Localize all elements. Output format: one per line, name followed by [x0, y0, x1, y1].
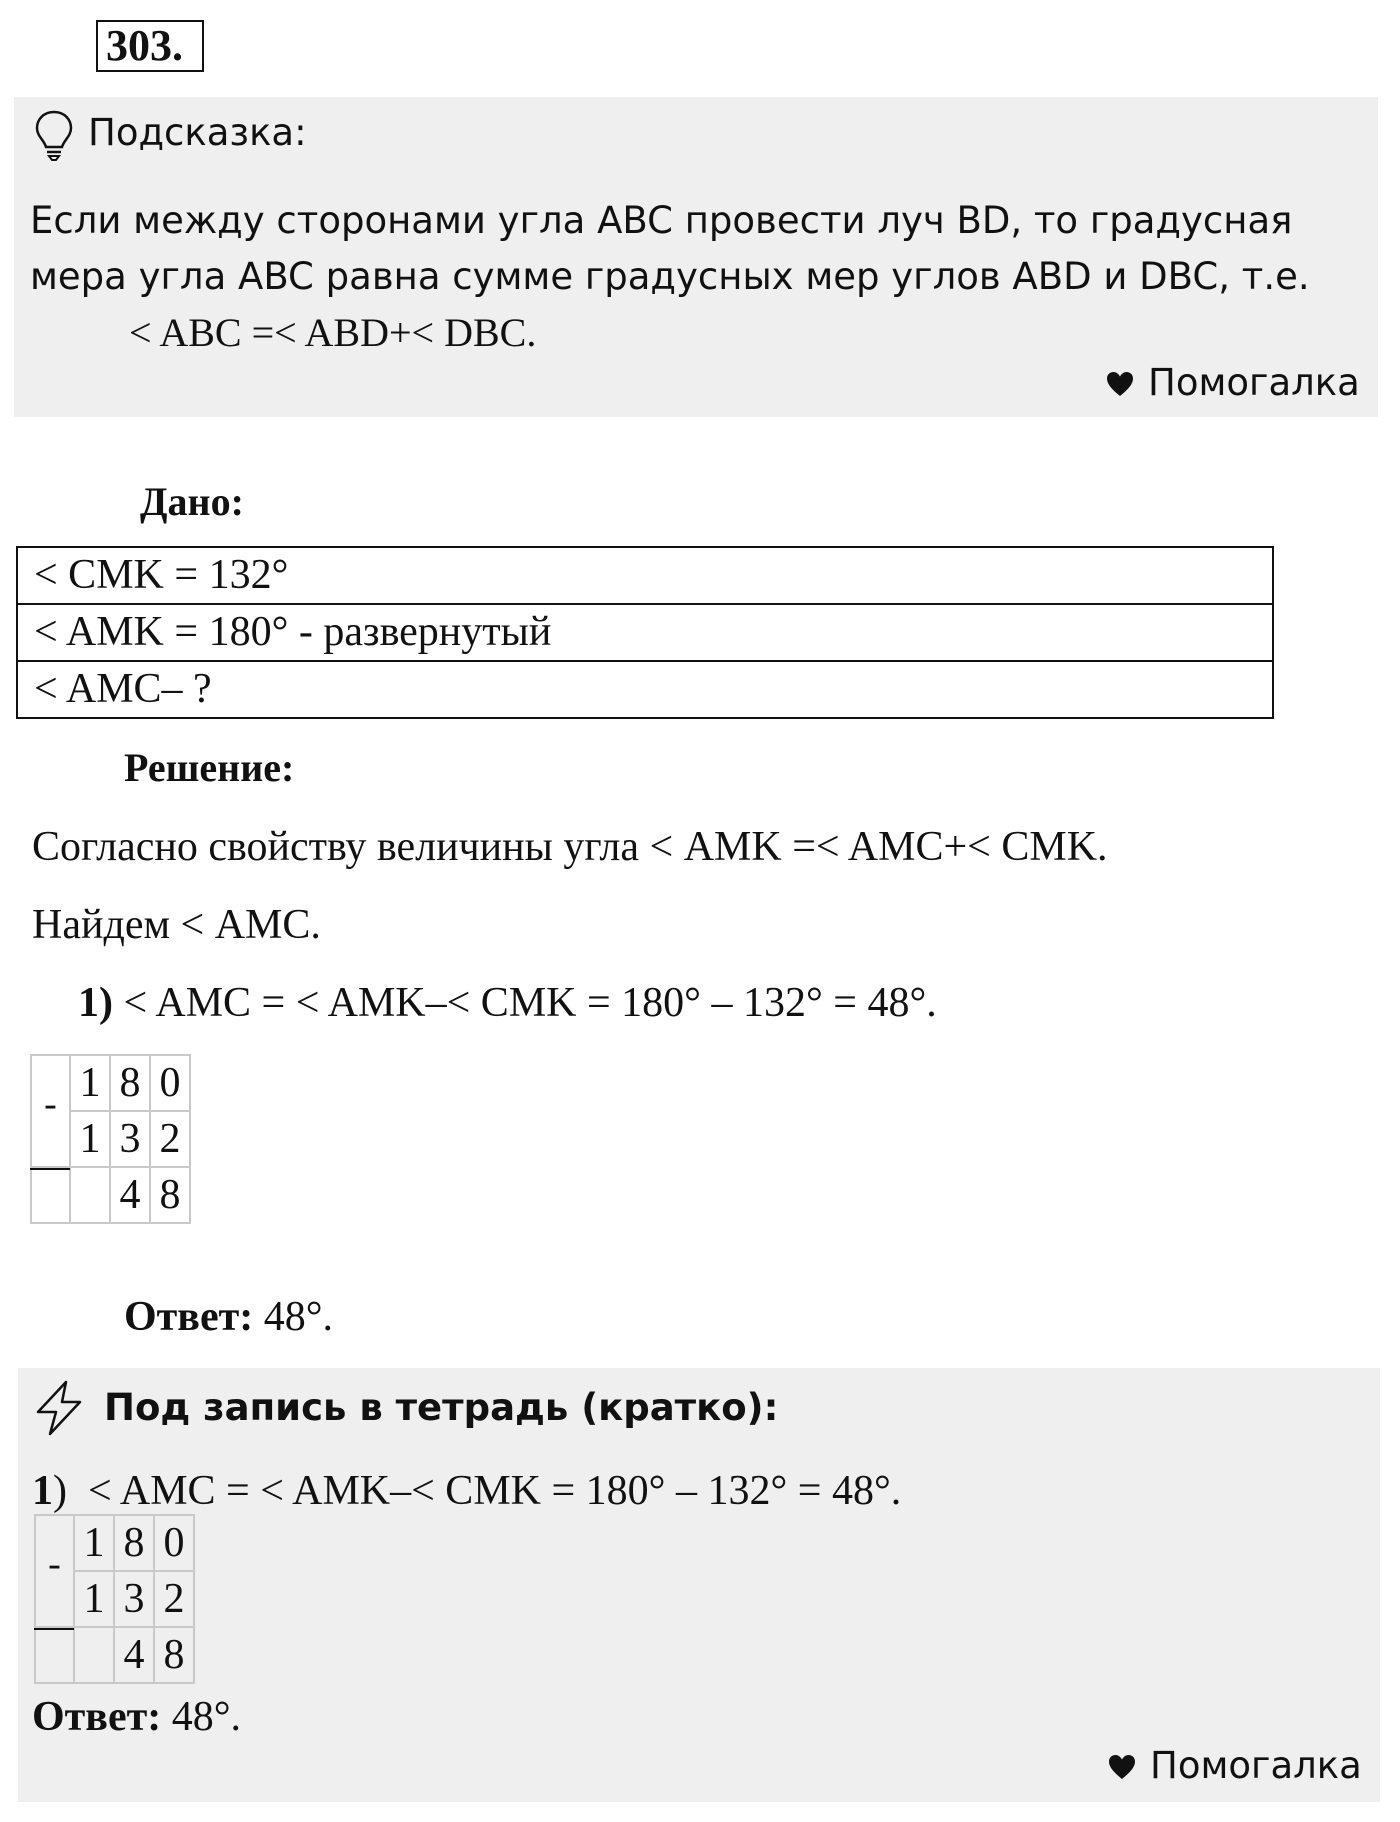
minus-sign: -	[48, 1543, 61, 1585]
given-heading: Дано:	[140, 479, 244, 524]
brand-label: Помогалка	[1150, 1744, 1362, 1787]
given-row	[17, 547, 1273, 604]
brand-label: Помогалка	[1148, 361, 1360, 404]
solution-line1: Согласно свойству величины угла < AMK =< AMC+< CMK.	[32, 824, 1108, 870]
note-step-number: 1	[32, 1468, 53, 1514]
solution-heading: Решение:	[124, 745, 295, 790]
empty-cell	[35, 1627, 74, 1683]
digit-cell: 8	[154, 1627, 194, 1683]
digit-cell: 1	[74, 1571, 114, 1627]
answer-value: 48°.	[253, 1294, 334, 1340]
digit-cell: 0	[150, 1055, 190, 1111]
digit-cell: 4	[114, 1627, 154, 1683]
lightbulb-icon	[34, 109, 74, 161]
empty-cell	[31, 1167, 70, 1223]
hint-title: Подсказка:	[88, 111, 307, 154]
heart-icon	[1106, 371, 1134, 397]
digit-cell	[70, 1167, 110, 1223]
given-row	[17, 604, 1273, 661]
note-step	[32, 1466, 901, 1516]
given-cell: < AMK = 180° - развернутый	[17, 604, 1273, 661]
given-cell: < CMK = 132°	[17, 547, 1273, 604]
digit-cell: 3	[110, 1111, 150, 1167]
given-cell: < AMC– ?	[17, 661, 1273, 718]
hint-formula: < ABC =< ABD+< DBC.	[129, 310, 537, 355]
digit-cell: 3	[114, 1571, 154, 1627]
digit-cell: 8	[110, 1055, 150, 1111]
digit-cell	[74, 1627, 114, 1683]
hint-text-line1: Если между сторонами угла ABC провести луч BD, то градусная	[30, 199, 1293, 242]
solution-step	[78, 978, 937, 1028]
digit-cell: 1	[70, 1055, 110, 1111]
digit-cell: 2	[154, 1571, 194, 1627]
minus-sign-cell	[35, 1515, 74, 1627]
step-expression: < AMC = < AMK–< CMK = 180° – 132° = 48°.	[123, 980, 937, 1026]
answer-label: Ответ:	[124, 1294, 254, 1340]
problem-number: 303.	[96, 20, 204, 72]
minus-sign-cell	[31, 1055, 70, 1167]
note-step-expression: < AMC = < AMK–< CMK = 180° – 132° = 48°.	[88, 1468, 902, 1514]
note-column-subtraction	[34, 1514, 195, 1684]
note-answer	[32, 1692, 241, 1742]
note-step-paren: )	[53, 1468, 67, 1514]
digit-cell: 1	[74, 1515, 114, 1571]
answer	[124, 1292, 333, 1342]
given-row	[17, 661, 1273, 718]
note-answer-label: Ответ:	[32, 1694, 162, 1740]
notebook-panel	[18, 1368, 1380, 1802]
hint-text-line2: мера угла ABC равна сумме градусных мер углов ABD и DBC, т.е.	[30, 255, 1310, 298]
step-number: 1)	[78, 980, 113, 1026]
solution-line2: Найдем < AMC.	[32, 902, 321, 948]
lightning-icon	[32, 1380, 86, 1436]
digit-cell: 1	[70, 1111, 110, 1167]
digit-cell: 0	[154, 1515, 194, 1571]
minus-sign: -	[44, 1083, 57, 1125]
given-table	[16, 546, 1274, 719]
subtraction-underline	[34, 1628, 74, 1630]
subtraction-underline	[30, 1168, 70, 1170]
hint-panel	[14, 97, 1378, 417]
digit-cell: 2	[150, 1111, 190, 1167]
digit-cell: 4	[110, 1167, 150, 1223]
note-answer-value: 48°.	[161, 1694, 242, 1740]
digit-cell: 8	[150, 1167, 190, 1223]
heart-icon	[1108, 1754, 1136, 1780]
digit-cell: 8	[114, 1515, 154, 1571]
column-subtraction	[30, 1054, 191, 1224]
notebook-title: Под запись в тетрадь (кратко):	[104, 1386, 779, 1429]
